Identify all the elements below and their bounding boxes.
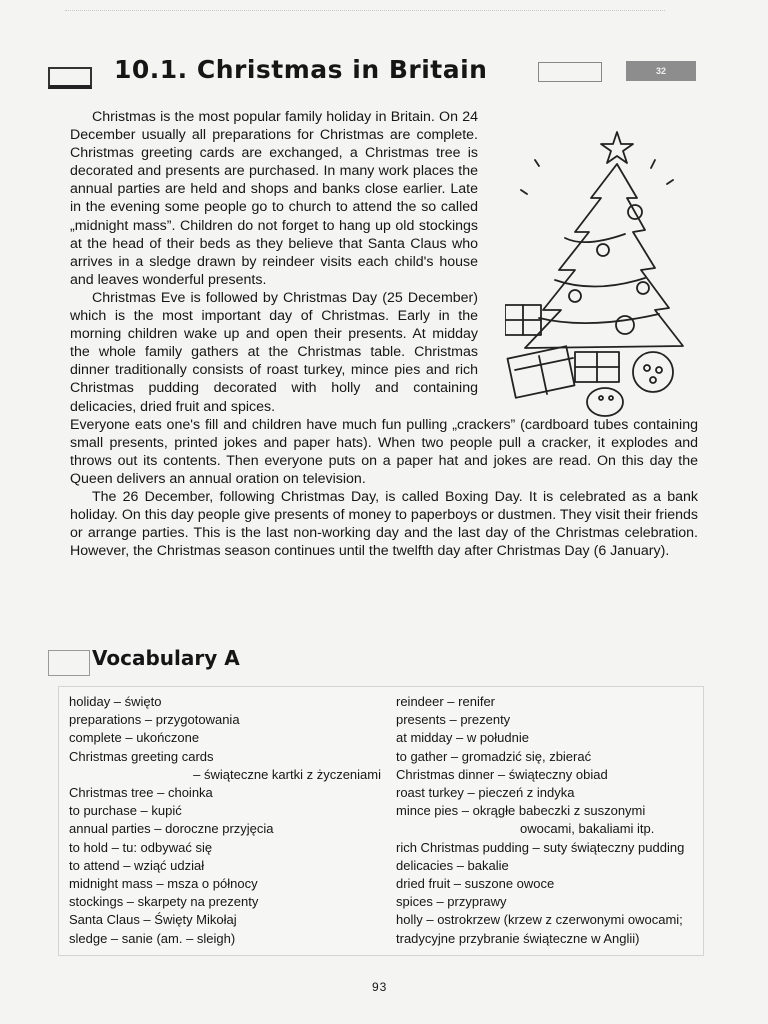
vocab-entry: complete – ukończone — [69, 730, 200, 746]
vocab-entry: Christmas tree – choinka — [69, 785, 213, 801]
vocab-entry: to hold – tu: odbywać się — [69, 839, 213, 855]
vocab-entry: annual parties – doroczne przyjęcia — [69, 821, 274, 837]
vocab-entry: spices – przyprawy — [396, 894, 507, 910]
vocab-entry: presents – prezenty — [396, 712, 511, 728]
vocab-entry: at midday – w południe — [396, 730, 529, 746]
paragraph-4: The 26 December, following Christmas Day, is called Boxing Day. It is celebrated as a bank holiday. On this day people give presents of money to paperboys or dustmen. They visit their friends or arrange parties. This is the last non-working day and the last day of the Christmas celebration. However, the Christmas season continues until the twelfth day after Christmas Day (6 January). — [70, 488, 698, 560]
page-title: 10.1. Christmas in Britain — [114, 55, 488, 84]
vocab-entry: holly – ostrokrzew (krzew z czerwonymi owocami; — [396, 912, 683, 928]
vocab-entry: to attend – wziąć udział — [69, 857, 205, 873]
vocab-entry: stockings – skarpety na prezenty — [69, 894, 259, 910]
vocab-entry: delicacies – bakalie — [396, 857, 509, 873]
vocab-entry: tradycyjne przybranie świąteczne w Anglii) — [396, 930, 640, 946]
page-number: 93 — [372, 980, 388, 994]
vocab-entry: to purchase – kupić — [69, 803, 182, 819]
top-rule — [65, 10, 665, 12]
vocab-entry: rich Christmas pudding – suty świąteczny pudding — [396, 839, 685, 855]
vocab-entry: to gather – gromadzić się, zbierać — [396, 748, 592, 764]
vocab-entry: midnight mass – msza o północy — [69, 876, 258, 892]
title-ornament-left — [48, 67, 92, 89]
vocab-entry: mince pies – okrągłe babeczki z suszonymi — [396, 803, 646, 819]
title-row — [48, 55, 708, 95]
vocab-entry: sledge – sanie (am. – sleigh) — [69, 930, 236, 946]
vocabulary-table — [58, 686, 704, 956]
paragraph-3: Everyone eats one's fill and children have much fun pulling „crackers” (cardboard tubes containing small presents, printed jokes and paper hats). When two people pull a cracker, it explodes and throws out its contents. Then everyone puts on a paper hat and jokes are read. On this day the Queen delivers an annual oration on television. — [70, 416, 698, 487]
christmas-tree-illustration — [505, 120, 685, 420]
track-badge: 32 — [626, 61, 696, 81]
vocab-entry: reindeer – renifer — [396, 694, 495, 709]
vocab-entry: Santa Claus – Święty Mikołaj — [69, 912, 237, 928]
title-ornament-right — [538, 62, 602, 82]
vocab-entry: roast turkey – pieczeń z indyka — [396, 785, 575, 801]
vocab-entry: dried fruit – suszone owoce — [396, 876, 555, 892]
vocab-entry: – świąteczne kartki z życzeniami — [193, 766, 381, 782]
vocab-entry: preparations – przygotowania — [69, 712, 240, 728]
paragraph-2: Christmas Eve is followed by Christmas Day (25 December) which is the most important day of Christmas. Early in the morning children wake up and open their presents. At midday the whole family gathers at the Christmas table. Christmas dinner traditionally consists of roast turkey, mince pies and rich Christmas pudding decorated with holly and containing delicacies, dried fruit and spices. — [70, 289, 478, 415]
paragraph-1: Christmas is the most popular family holiday in Britain. On 24 December usually all preparations for Christmas are complete. Christmas greeting cards are exchanged, a Christmas tree is decorated and presents are purchased. In many work places the annual parties are held and shops and banks close earlier. Late in the evening some people go to church to attend the so called „midnight mass”. Children do not forget to hang up old stockings at the head of their beds as they believe that Santa Claus who arrives in a sledge drawn by reindeer visits each child's house and leaves wonderful presents. — [70, 109, 478, 288]
vocabulary-right-column — [396, 693, 701, 948]
vocab-entry: Christmas dinner – świąteczny obiad — [396, 766, 608, 782]
vocabulary-heading: Vocabulary A — [92, 646, 240, 670]
vocabulary-left-column — [69, 693, 389, 948]
vocab-entry: holiday – święto — [69, 694, 162, 709]
vocab-entry: owocami, bakaliami itp. — [520, 821, 655, 837]
vocab-entry: Christmas greeting cards — [69, 748, 214, 764]
vocabulary-heading-ornament — [48, 650, 90, 676]
